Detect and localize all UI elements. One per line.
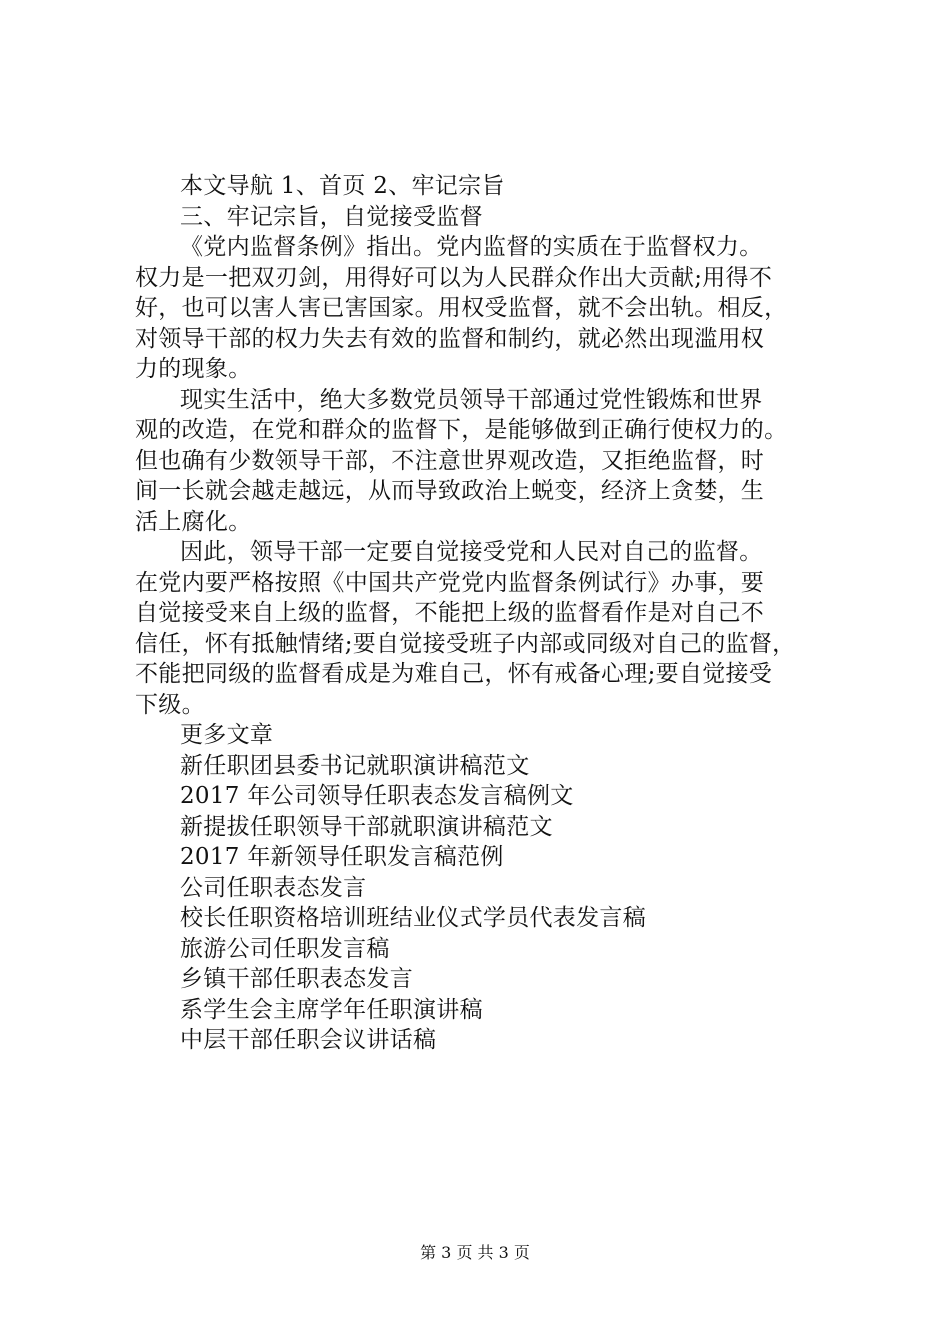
- article-link[interactable]: 校长任职资格培训班结业仪式学员代表发言稿: [180, 905, 646, 931]
- article-link[interactable]: 旅游公司任职发言稿: [180, 935, 390, 962]
- paragraph-line: 不能把同级的监督看成是为难自己，怀有戒备心理;要自觉接受: [135, 661, 773, 687]
- paragraph-line: 活上腐化。: [135, 508, 252, 535]
- paragraph-line: 间一长就会越走越远，从而导致政治上蜕变，经济上贪婪，生: [135, 478, 765, 504]
- article-link[interactable]: 2017 年新领导任职发言稿范例: [180, 844, 504, 870]
- paragraph-3: [135, 537, 847, 720]
- article-link[interactable]: 系学生会主席学年任职演讲稿: [180, 996, 483, 1023]
- article-link[interactable]: 新任职团县委书记就职演讲稿范文: [180, 752, 530, 779]
- paragraph-line: 自觉接受来自上级的监督，不能把上级的监督看作是对自己不: [135, 600, 765, 626]
- section-heading: 三、牢记宗旨，自觉接受监督: [180, 203, 483, 230]
- article-link[interactable]: 新提拔任职领导干部就职演讲稿范文: [180, 813, 553, 840]
- paragraph-line: 对领导干部的权力失去有效的监督和制约，就必然出现滥用权: [135, 325, 765, 352]
- paragraph-line: 但也确有少数领导干部，不注意世界观改造，又拒绝监督，时: [135, 447, 765, 474]
- nav-line: 本文导航 1、首页 2、牢记宗旨: [180, 173, 505, 199]
- paragraph-line: 在党内要严格按照《中国共产党党内监督条例试行》办事，要: [135, 569, 765, 596]
- paragraph-line: 现实生活中，绝大多数党员领导干部通过党性锻炼和世界: [180, 386, 763, 413]
- article-link[interactable]: 乡镇干部任职表态发言: [180, 966, 413, 992]
- page-footer: 第 3 页 共 3 页: [420, 1243, 530, 1262]
- paragraph-line: 因此，领导干部一定要自觉接受党和人民对自己的监督。: [180, 539, 763, 565]
- article-link[interactable]: 2017 年公司领导任职表态发言稿例文: [180, 783, 574, 809]
- paragraph-line: 信任，怀有抵触情绪;要自觉接受班子内部或同级对自己的监督，: [135, 630, 796, 657]
- paragraph-1: [135, 232, 847, 385]
- paragraph-line: 《党内监督条例》指出。党内监督的实质在于监督权力。: [180, 234, 763, 260]
- paragraph-line: 好，也可以害人害已害国家。用权受监督，就不会出轨。相反，: [135, 295, 788, 321]
- document-body: [135, 171, 847, 1056]
- article-link[interactable]: 公司任职表态发言: [180, 874, 367, 901]
- paragraph-2: [135, 385, 847, 538]
- paragraph-line: 力的现象。: [135, 356, 252, 382]
- paragraph-line: 权力是一把双刃剑，用得好可以为人民群众作出大贡献;用得不: [135, 264, 773, 291]
- more-articles-title: 更多文章: [180, 722, 274, 748]
- more-articles-list: [135, 751, 847, 1056]
- article-link[interactable]: 中层干部任职会议讲话稿: [180, 1027, 437, 1053]
- paragraph-line: 观的改造，在党和群众的监督下，是能够做到正确行使权力的。: [135, 417, 788, 443]
- paragraph-line: 下级。: [135, 691, 205, 718]
